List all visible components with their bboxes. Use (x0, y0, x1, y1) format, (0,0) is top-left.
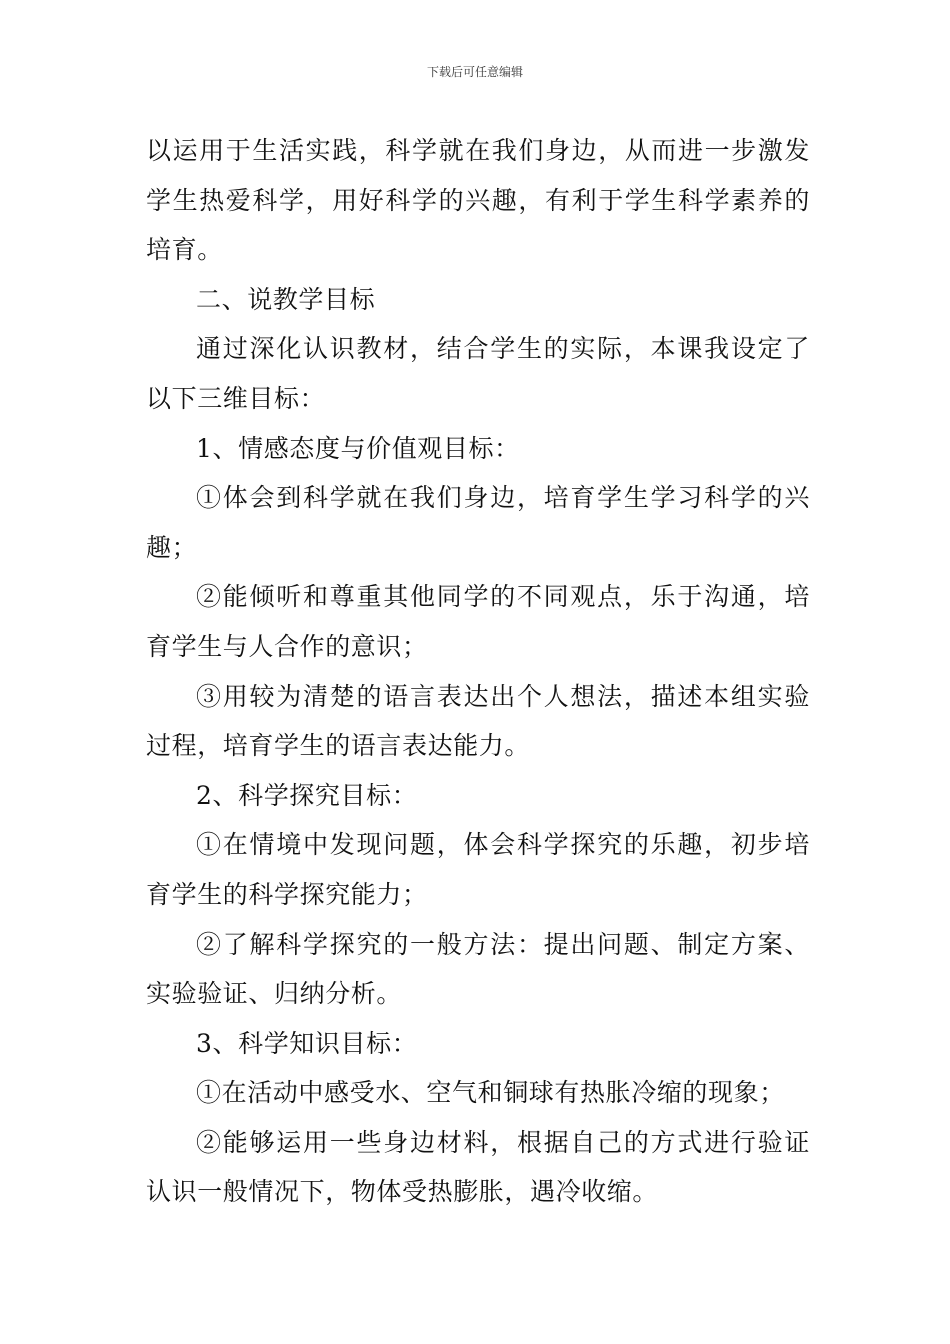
document-body (146, 126, 810, 1217)
paragraph-intro: 通过深化认识教材，结合学生的实际，本课我设定了以下三维目标： (146, 334, 810, 413)
list-item: ②了解科学探究的一般方法：提出问题、制定方案、实验验证、归纳分析。 (146, 929, 810, 1009)
list-item: ③用较为清楚的语言表达出个人想法，描述本组实验过程，培育学生的语言表达能力。 (146, 681, 810, 761)
paragraph-continuation: 以运用于生活实践，科学就在我们身边，从而进一步激发学生热爱科学，用好科学的兴趣，有利于学生科学素养的培育。 (146, 136, 810, 265)
list-item: ②能够运用一些身边材料，根据自己的方式进行验证认识一般情况下，物体受热膨胀，遇冷收缩。 (146, 1127, 810, 1207)
subheading-emotion-goals: 1、情感态度与价值观目标： (196, 433, 520, 463)
section-heading-teaching-objectives: 二、说教学目标 (196, 284, 376, 314)
list-item: ①在情境中发现问题，体会科学探究的乐趣，初步培育学生的科学探究能力； (146, 830, 810, 909)
list-item: ①在活动中感受水、空气和铜球有热胀冷缩的现象； (196, 1078, 785, 1108)
list-item: ①体会到科学就在我们身边，培育学生学习科学的兴趣； (146, 483, 810, 562)
subheading-inquiry-goals: 2、科学探究目标： (196, 780, 418, 810)
subheading-knowledge-goals: 3、科学知识目标： (196, 1028, 418, 1058)
page-header: 下载后可任意编辑 (426, 65, 523, 79)
list-item: ②能倾听和尊重其他同学的不同观点，乐于沟通，培育学生与人合作的意识； (146, 582, 810, 661)
